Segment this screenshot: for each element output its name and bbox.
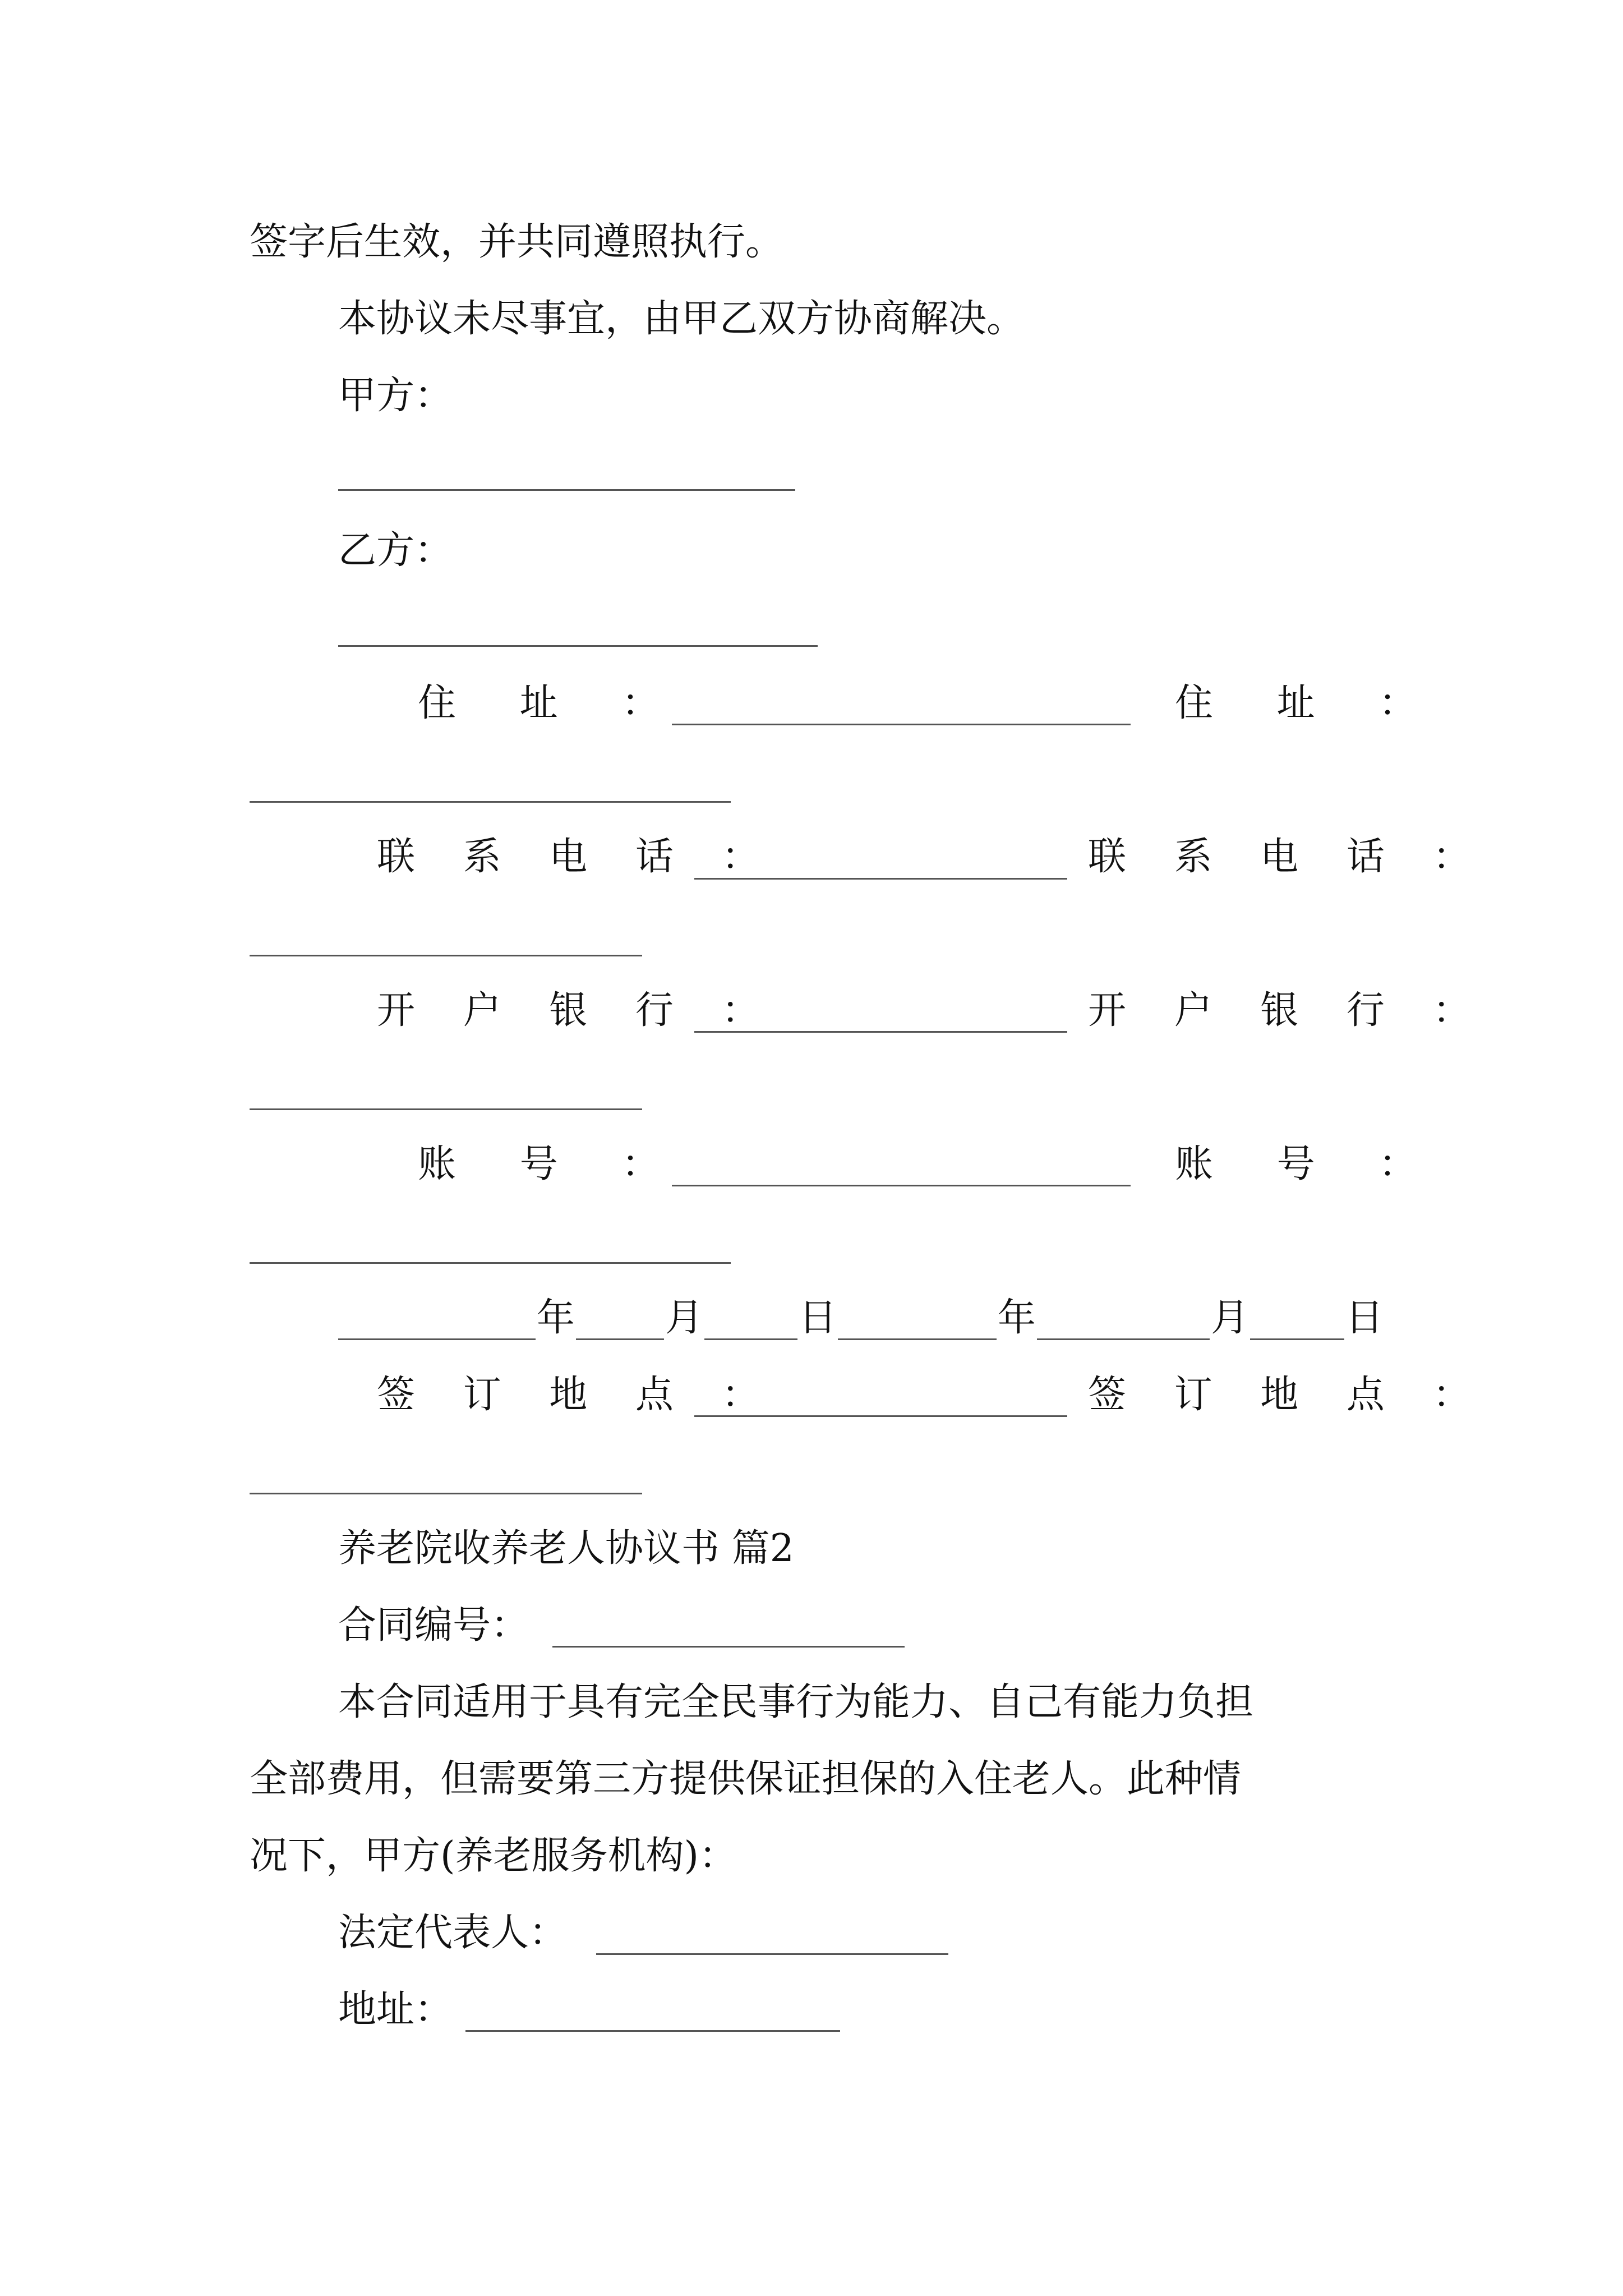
party-b-label: 乙方：: [338, 528, 453, 573]
bank-label-b: 开 户 银 行 ：: [1088, 988, 1489, 1033]
address-label-a: 住 址 ：: [418, 681, 686, 725]
account-label-a: 账 号 ：: [418, 1142, 686, 1186]
date-year-b: 年: [998, 1296, 1036, 1340]
address-line-a: [672, 724, 1131, 725]
text-line: 本合同适用于具有完全民事行为能力、自己有能力负担: [338, 1680, 1254, 1724]
date-day-line-a: [704, 1338, 797, 1340]
phone-line-b: [250, 955, 642, 956]
phone-label-b: 联 系 电 话 ：: [1088, 835, 1489, 879]
text-line: 本协议未尽事宜，由甲乙双方协商解决。: [338, 297, 1025, 341]
date-year-a: 年: [537, 1296, 575, 1340]
signature-line-party-b: [338, 645, 818, 647]
legal-rep-line: [596, 1953, 948, 1955]
contract-no-line: [552, 1646, 905, 1648]
date-day-line-b: [1250, 1338, 1344, 1340]
section-title: 养老院收养老人协议书 篇2: [338, 1526, 794, 1571]
address-label: 地址：: [338, 1987, 453, 2032]
date-day-b: 日: [1345, 1296, 1384, 1340]
date-year-line-a: [338, 1338, 536, 1340]
text-line: 全部费用，但需要第三方提供保证担保的入住老人。此种情: [250, 1757, 1242, 1801]
signature-line-party-a: [338, 489, 795, 491]
account-line-a: [672, 1185, 1131, 1186]
address-line-b: [250, 801, 731, 803]
date-month-b: 月: [1211, 1296, 1249, 1340]
text-line: 签字后生效，并共同遵照执行。: [250, 220, 784, 264]
account-label-b: 账 号 ：: [1175, 1142, 1443, 1186]
place-line-a: [694, 1415, 1067, 1417]
date-month-line-a: [576, 1338, 664, 1340]
legal-rep-label: 法定代表人：: [338, 1911, 568, 1955]
date-month-line-b: [1037, 1338, 1210, 1340]
address-label-b: 住 址 ：: [1175, 681, 1443, 725]
date-year-line-b: [838, 1338, 997, 1340]
address-line: [465, 2030, 840, 2032]
date-day-a: 日: [799, 1296, 837, 1340]
text-line: 况下，甲方(养老服务机构)：: [250, 1834, 737, 1878]
contract-no-label: 合同编号：: [338, 1603, 529, 1648]
place-label-b: 签 订 地 点 ：: [1088, 1373, 1489, 1417]
party-a-label: 甲方：: [338, 374, 453, 418]
place-label-a: 签 订 地 点 ：: [377, 1373, 778, 1417]
bank-label-a: 开 户 银 行 ：: [377, 988, 778, 1033]
bank-line-a: [694, 1031, 1067, 1033]
bank-line-b: [250, 1108, 642, 1110]
place-line-b: [250, 1493, 642, 1494]
date-month-a: 月: [665, 1296, 704, 1340]
account-line-b: [250, 1262, 731, 1264]
phone-label-a: 联 系 电 话 ：: [377, 835, 778, 879]
phone-line-a: [694, 878, 1067, 880]
